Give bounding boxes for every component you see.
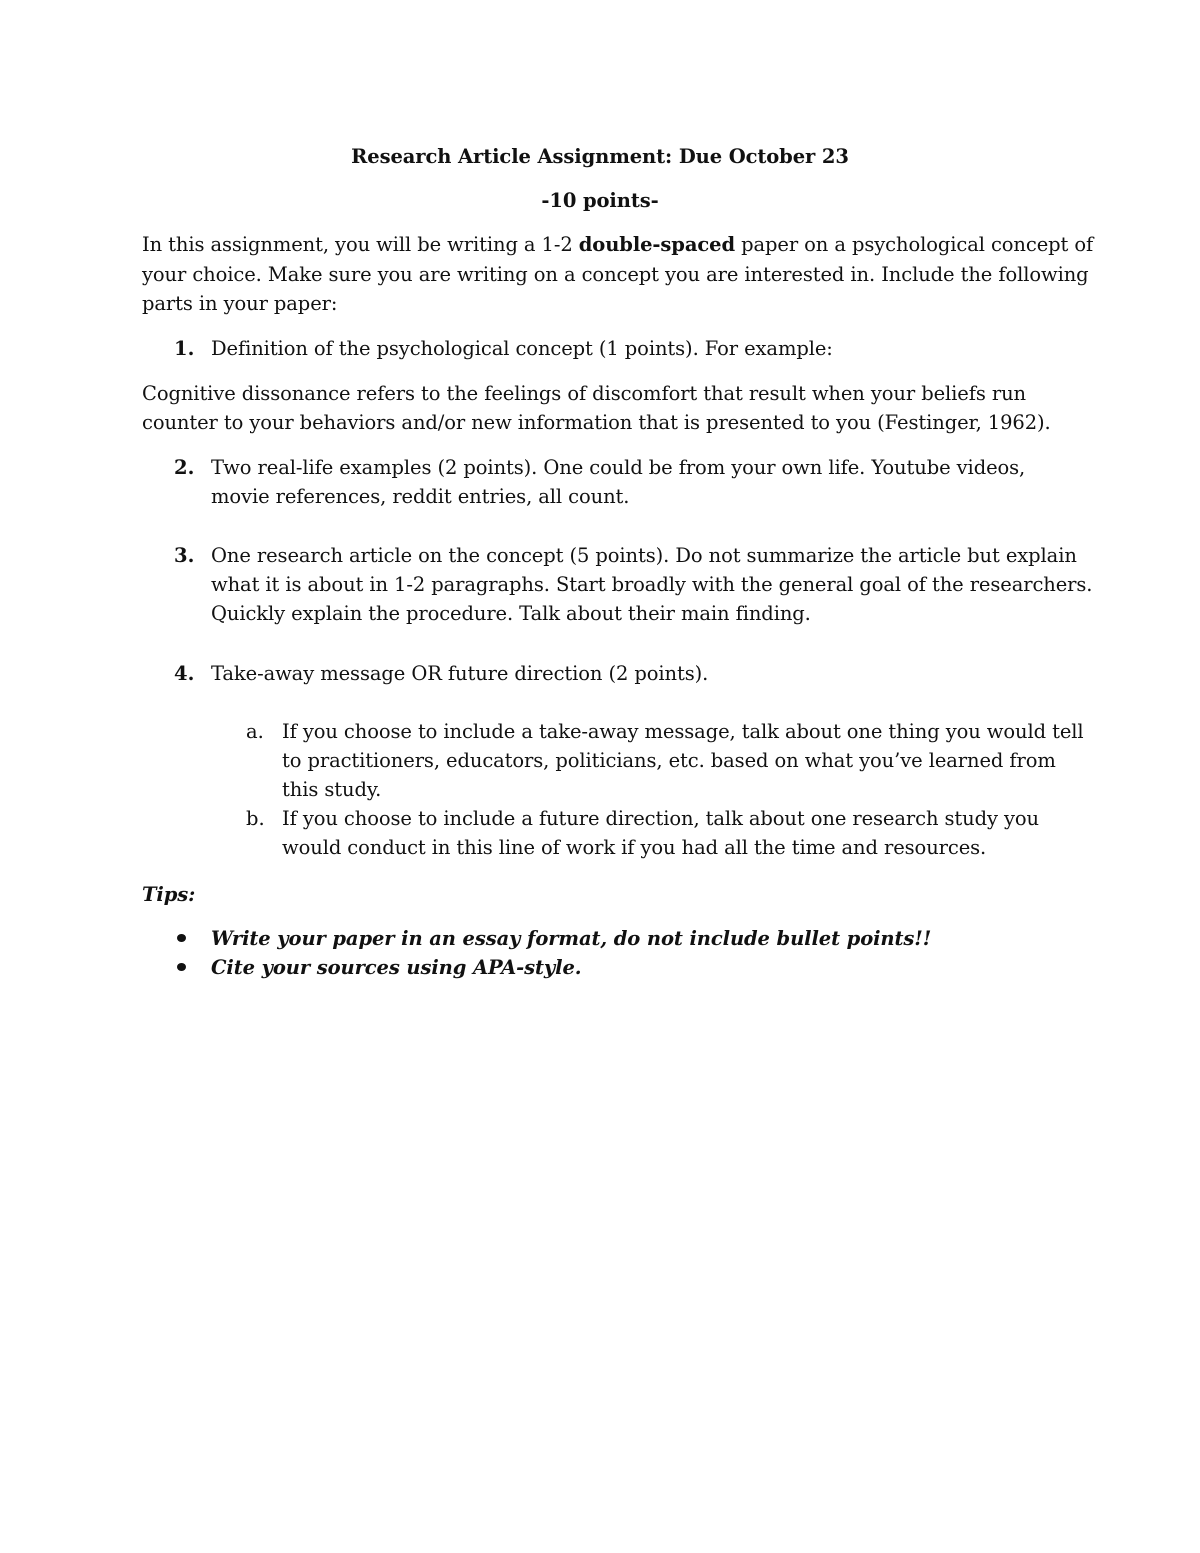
list-item-text: movie references, reddit entries, all count. [211,485,630,508]
intro-emphasis: double-spaced [578,233,735,256]
intro-line-2: your choice. Make sure you are writing on a concept you are interested in. Include the following [142,263,1089,286]
intro-text-b: paper on a psychological concept of [735,233,1094,256]
example-line-1: Cognitive dissonance refers to the feelings of discomfort that result when your beliefs run [142,382,1026,405]
sublist-item-text: would conduct in this line of work if you had all the time and resources. [282,836,987,859]
tips-heading: Tips: [142,883,196,906]
list-number: 4. [174,662,195,685]
sublist-letter: a. [246,720,264,743]
tip-item: Cite your sources using APA-style. [211,956,582,979]
list-number: 3. [174,544,195,567]
list-number: 2. [174,456,195,479]
intro-text-a: In this assignment, you will be writing a 1-2 [142,233,579,256]
sublist-letter: b. [246,807,265,830]
sublist-item-text: If you choose to include a take-away message, talk about one thing you would tell [282,720,1084,743]
intro-line-1 [142,230,1093,259]
sublist-item-text: If you choose to include a future direction, talk about one research study you [282,807,1040,830]
list-item-text: Definition of the psychological concept (1 points). For example: [211,337,833,360]
list-item-text: Two real-life examples (2 points). One could be from your own life. Youtube videos, [211,456,1026,479]
intro-line-3: parts in your paper: [142,292,338,315]
list-item-text: Take-away message OR future direction (2 points). [211,662,709,685]
example-line-2: counter to your behaviors and/or new information that is presented to you (Festinger, 1962). [142,411,1051,434]
sublist-item-text: this study. [282,778,382,801]
bullet-icon [177,934,186,942]
bullet-icon [177,963,186,971]
list-number: 1. [174,337,195,360]
tip-item: Write your paper in an essay format, do not include bullet points!! [211,927,932,950]
points-subtitle: -10 points- [541,189,659,212]
sublist-item-text: to practitioners, educators, politicians, etc. based on what you’ve learned from [282,749,1056,772]
page-title: Research Article Assignment: Due October 23 [351,145,849,168]
list-item-text: Quickly explain the procedure. Talk about their main finding. [211,602,811,625]
list-item-text: One research article on the concept (5 points). Do not summarize the article but explain [211,544,1077,567]
list-item-text: what it is about in 1-2 paragraphs. Start broadly with the general goal of the researchers. [211,573,1093,596]
